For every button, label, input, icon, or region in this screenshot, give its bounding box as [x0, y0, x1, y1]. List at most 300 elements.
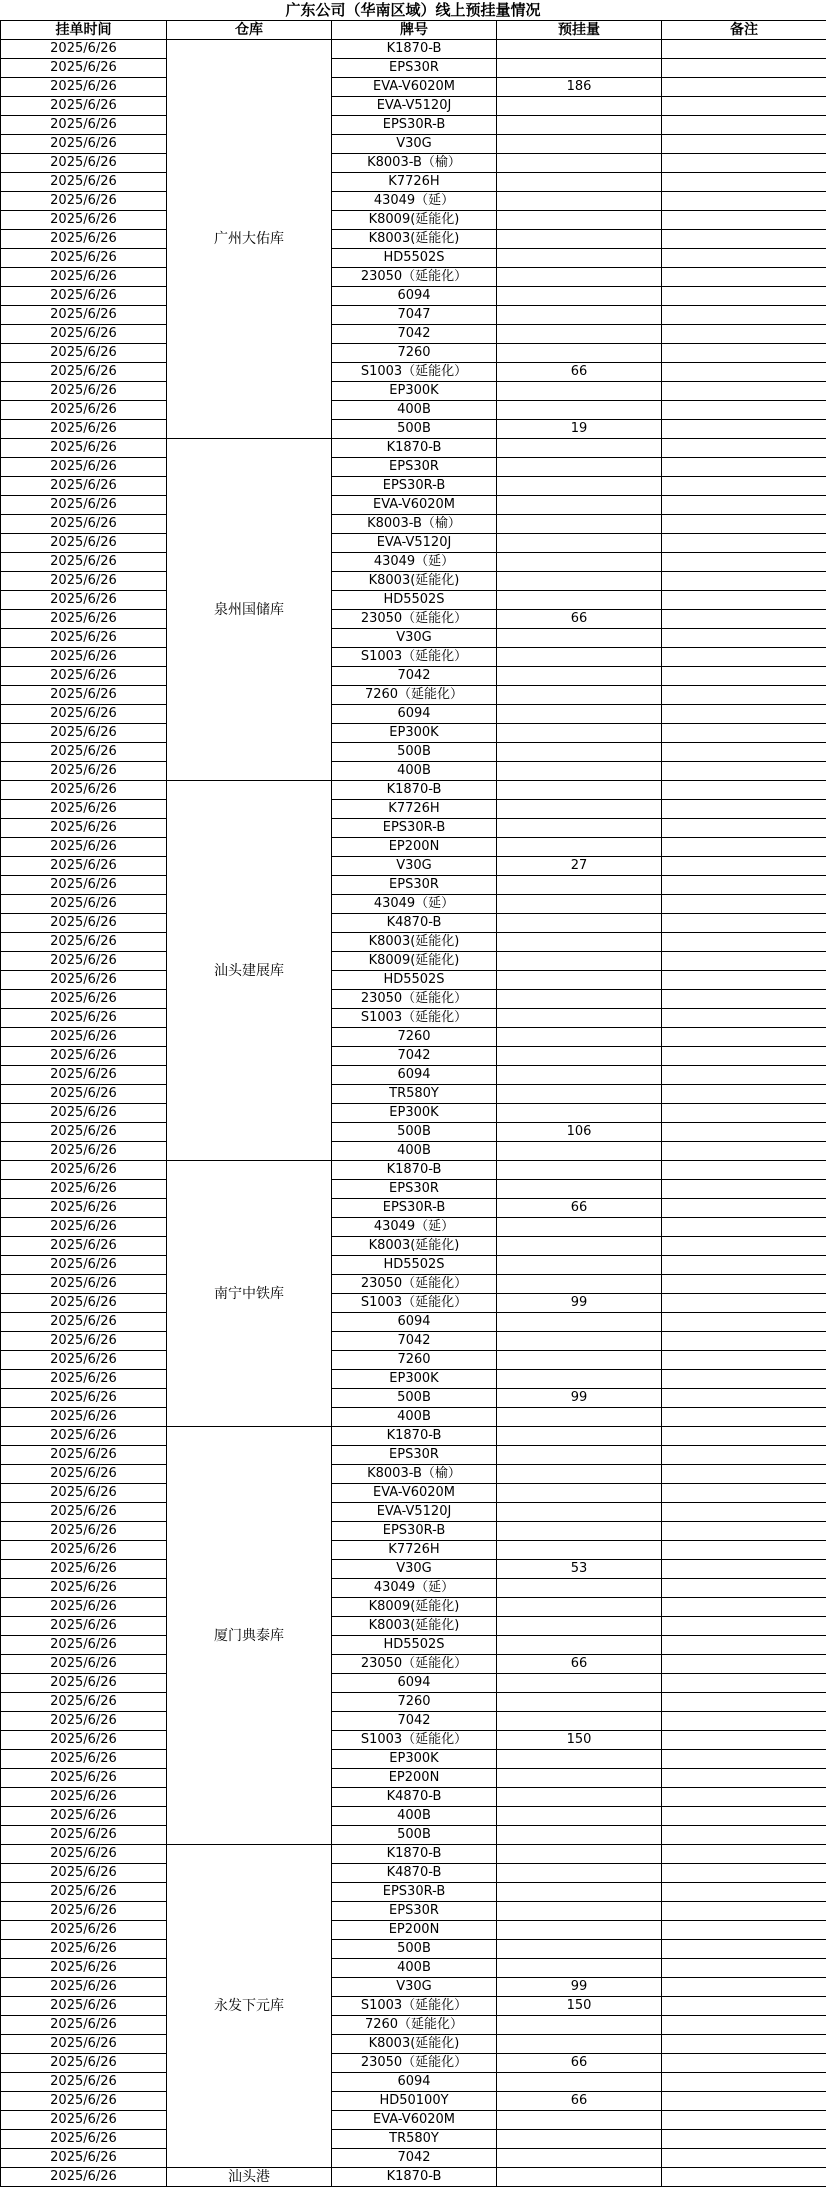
cell-note [662, 1446, 826, 1465]
cell-grade: 6094 [332, 2073, 497, 2092]
cell-time: 2025/6/26 [1, 1579, 167, 1598]
cell-note [662, 1104, 826, 1123]
cell-note [662, 1503, 826, 1522]
cell-qty [497, 724, 662, 743]
cell-qty: 66 [497, 610, 662, 629]
table-row [1, 1788, 826, 1807]
cell-note [662, 1237, 826, 1256]
cell-time: 2025/6/26 [1, 1066, 167, 1085]
cell-qty [497, 591, 662, 610]
cell-time: 2025/6/26 [1, 192, 167, 211]
table-row [1, 287, 826, 306]
cell-grade: 500B [332, 1123, 497, 1142]
cell-grade: EP200N [332, 1769, 497, 1788]
cell-qty [497, 1750, 662, 1769]
cell-qty [497, 705, 662, 724]
cell-note [662, 2130, 826, 2149]
table-row [1, 211, 826, 230]
table-row [1, 344, 826, 363]
cell-grade: 6094 [332, 1313, 497, 1332]
table-row [1, 1294, 826, 1313]
cell-time: 2025/6/26 [1, 952, 167, 971]
cell-time: 2025/6/26 [1, 724, 167, 743]
cell-note [662, 895, 826, 914]
table-row [1, 591, 826, 610]
cell-time: 2025/6/26 [1, 306, 167, 325]
cell-note [662, 1465, 826, 1484]
cell-note [662, 800, 826, 819]
cell-time: 2025/6/26 [1, 401, 167, 420]
cell-qty [497, 1788, 662, 1807]
cell-time: 2025/6/26 [1, 705, 167, 724]
cell-grade: 6094 [332, 1066, 497, 1085]
cell-qty [497, 1218, 662, 1237]
table-row [1, 990, 826, 1009]
cell-time: 2025/6/26 [1, 1465, 167, 1484]
table-row [1, 1655, 826, 1674]
cell-grade: EP300K [332, 382, 497, 401]
cell-qty [497, 629, 662, 648]
cell-time: 2025/6/26 [1, 2054, 167, 2073]
table-row [1, 1921, 826, 1940]
cell-grade: 43049（延） [332, 553, 497, 572]
table-row [1, 1731, 826, 1750]
table-row [1, 1066, 826, 1085]
cell-qty [497, 249, 662, 268]
cell-note [662, 1256, 826, 1275]
table-row [1, 268, 826, 287]
table-row [1, 1180, 826, 1199]
cell-qty: 186 [497, 78, 662, 97]
table-row [1, 363, 826, 382]
cell-note [662, 1883, 826, 1902]
cell-qty [497, 1104, 662, 1123]
table-row [1, 1864, 826, 1883]
cell-note [662, 572, 826, 591]
cell-qty [497, 401, 662, 420]
cell-note [662, 990, 826, 1009]
table-row [1, 610, 826, 629]
cell-note [662, 1275, 826, 1294]
cell-note [662, 515, 826, 534]
table-row [1, 2111, 826, 2130]
cell-grade: K1870-B [332, 1427, 497, 1446]
header-time: 挂单时间 [1, 21, 167, 40]
cell-time: 2025/6/26 [1, 1275, 167, 1294]
cell-warehouse: 厦门典泰库 [167, 1427, 332, 1845]
cell-qty [497, 2016, 662, 2035]
table-row [1, 1465, 826, 1484]
table-row [1, 1370, 826, 1389]
cell-grade: K8009(延能化) [332, 1598, 497, 1617]
cell-time: 2025/6/26 [1, 1123, 167, 1142]
table-row [1, 515, 826, 534]
cell-note [662, 1085, 826, 1104]
cell-grade: EPS30R-B [332, 819, 497, 838]
cell-time: 2025/6/26 [1, 1180, 167, 1199]
cell-note [662, 1009, 826, 1028]
cell-time: 2025/6/26 [1, 762, 167, 781]
header-grade: 牌号 [332, 21, 497, 40]
table-row [1, 382, 826, 401]
table-row [1, 838, 826, 857]
cell-grade: K1870-B [332, 439, 497, 458]
cell-grade: K8003-B（榆） [332, 1465, 497, 1484]
table-row [1, 1674, 826, 1693]
cell-note [662, 667, 826, 686]
table-row [1, 420, 826, 439]
cell-time: 2025/6/26 [1, 325, 167, 344]
table-row [1, 1446, 826, 1465]
cell-qty [497, 1769, 662, 1788]
table-row [1, 1826, 826, 1845]
cell-note [662, 458, 826, 477]
cell-time: 2025/6/26 [1, 1047, 167, 1066]
cell-note [662, 610, 826, 629]
cell-grade: 7260（延能化） [332, 686, 497, 705]
cell-qty [497, 135, 662, 154]
table-row [1, 1560, 826, 1579]
cell-note [662, 1674, 826, 1693]
cell-qty [497, 306, 662, 325]
cell-note [662, 363, 826, 382]
cell-note [662, 1902, 826, 1921]
table-row [1, 857, 826, 876]
table-row [1, 1503, 826, 1522]
cell-note [662, 496, 826, 515]
cell-note [662, 1522, 826, 1541]
cell-qty [497, 1180, 662, 1199]
cell-time: 2025/6/26 [1, 135, 167, 154]
cell-qty [497, 2130, 662, 2149]
cell-qty [497, 1940, 662, 1959]
cell-time: 2025/6/26 [1, 1237, 167, 1256]
cell-note [662, 1047, 826, 1066]
table-row [1, 1883, 826, 1902]
cell-time: 2025/6/26 [1, 1199, 167, 1218]
cell-grade: 7042 [332, 1047, 497, 1066]
table-row [1, 116, 826, 135]
cell-note [662, 325, 826, 344]
cell-time: 2025/6/26 [1, 1712, 167, 1731]
cell-time: 2025/6/26 [1, 78, 167, 97]
cell-qty [497, 534, 662, 553]
cell-qty [497, 990, 662, 1009]
cell-grade: 400B [332, 762, 497, 781]
cell-grade: 43049（延） [332, 1579, 497, 1598]
cell-qty [497, 1484, 662, 1503]
cell-note [662, 1769, 826, 1788]
cell-note [662, 1427, 826, 1446]
cell-qty [497, 439, 662, 458]
table-row [1, 1389, 826, 1408]
cell-note [662, 876, 826, 895]
cell-qty: 66 [497, 363, 662, 382]
cell-note [662, 648, 826, 667]
cell-time: 2025/6/26 [1, 1617, 167, 1636]
table-row [1, 1085, 826, 1104]
cell-time: 2025/6/26 [1, 1256, 167, 1275]
cell-time: 2025/6/26 [1, 648, 167, 667]
table-row [1, 1959, 826, 1978]
cell-time: 2025/6/26 [1, 1940, 167, 1959]
cell-note [662, 743, 826, 762]
cell-note [662, 2016, 826, 2035]
cell-qty [497, 1408, 662, 1427]
table-row [1, 762, 826, 781]
cell-qty [497, 1617, 662, 1636]
cell-warehouse: 永发下元库 [167, 1845, 332, 2168]
cell-qty [497, 572, 662, 591]
cell-warehouse: 泉州国储库 [167, 439, 332, 781]
cell-note [662, 1921, 826, 1940]
cell-time: 2025/6/26 [1, 1674, 167, 1693]
cell-qty: 99 [497, 1389, 662, 1408]
cell-grade: K7726H [332, 800, 497, 819]
cell-note [662, 2054, 826, 2073]
cell-grade: HD5502S [332, 591, 497, 610]
table-row [1, 97, 826, 116]
cell-time: 2025/6/26 [1, 2016, 167, 2035]
cell-note [662, 2168, 826, 2187]
cell-grade: K8003(延能化) [332, 572, 497, 591]
cell-grade: K1870-B [332, 2168, 497, 2187]
cell-warehouse: 南宁中铁库 [167, 1161, 332, 1427]
table-row [1, 952, 826, 971]
cell-grade: 7042 [332, 2149, 497, 2168]
cell-time: 2025/6/26 [1, 2149, 167, 2168]
cell-note [662, 1617, 826, 1636]
cell-qty [497, 1313, 662, 1332]
cell-grade: S1003（延能化） [332, 1294, 497, 1313]
cell-qty [497, 1427, 662, 1446]
cell-qty [497, 1275, 662, 1294]
cell-qty [497, 230, 662, 249]
cell-time: 2025/6/26 [1, 1959, 167, 1978]
cell-note [662, 78, 826, 97]
cell-grade: EPS30R-B [332, 477, 497, 496]
cell-time: 2025/6/26 [1, 857, 167, 876]
cell-grade: 500B [332, 1826, 497, 1845]
cell-note [662, 724, 826, 743]
cell-time: 2025/6/26 [1, 686, 167, 705]
cell-grade: 7260 [332, 344, 497, 363]
cell-time: 2025/6/26 [1, 591, 167, 610]
cell-note [662, 382, 826, 401]
cell-qty: 99 [497, 1978, 662, 1997]
cell-time: 2025/6/26 [1, 1370, 167, 1389]
cell-note [662, 173, 826, 192]
cell-time: 2025/6/26 [1, 173, 167, 192]
cell-qty [497, 1712, 662, 1731]
table-row [1, 2149, 826, 2168]
table-row [1, 325, 826, 344]
cell-grade: 500B [332, 1940, 497, 1959]
table-row [1, 705, 826, 724]
table-row [1, 1237, 826, 1256]
cell-qty [497, 496, 662, 515]
cell-time: 2025/6/26 [1, 933, 167, 952]
cell-note [662, 306, 826, 325]
cell-time: 2025/6/26 [1, 1883, 167, 1902]
cell-grade: EVA-V6020M [332, 78, 497, 97]
cell-note [662, 1788, 826, 1807]
table-row [1, 230, 826, 249]
cell-note [662, 2092, 826, 2111]
cell-note [662, 1959, 826, 1978]
cell-note [662, 1997, 826, 2016]
table-row [1, 458, 826, 477]
cell-time: 2025/6/26 [1, 1332, 167, 1351]
cell-time: 2025/6/26 [1, 515, 167, 534]
cell-grade: EPS30R [332, 458, 497, 477]
cell-grade: K1870-B [332, 1161, 497, 1180]
table-row [1, 1123, 826, 1142]
cell-note [662, 1693, 826, 1712]
cell-grade: 43049（延） [332, 192, 497, 211]
table-row [1, 1047, 826, 1066]
cell-qty [497, 2073, 662, 2092]
cell-qty [497, 344, 662, 363]
cell-grade: 23050（延能化） [332, 1275, 497, 1294]
cell-grade: EVA-V6020M [332, 496, 497, 515]
cell-grade: EPS30R-B [332, 1883, 497, 1902]
cell-time: 2025/6/26 [1, 971, 167, 990]
cell-qty [497, 648, 662, 667]
table-row [1, 895, 826, 914]
cell-time: 2025/6/26 [1, 268, 167, 287]
cell-qty [497, 1009, 662, 1028]
cell-qty [497, 1522, 662, 1541]
cell-qty [497, 268, 662, 287]
cell-qty [497, 876, 662, 895]
cell-qty [497, 1693, 662, 1712]
cell-grade: HD5502S [332, 971, 497, 990]
table-row [1, 1142, 826, 1161]
cell-grade: 500B [332, 743, 497, 762]
cell-note [662, 97, 826, 116]
pre-listing-table [0, 20, 826, 2187]
cell-grade: K4870-B [332, 1788, 497, 1807]
cell-time: 2025/6/26 [1, 363, 167, 382]
cell-time: 2025/6/26 [1, 1028, 167, 1047]
cell-grade: EP200N [332, 838, 497, 857]
cell-grade: K1870-B [332, 781, 497, 800]
cell-note [662, 1560, 826, 1579]
cell-qty [497, 743, 662, 762]
table-row [1, 1199, 826, 1218]
cell-note [662, 1313, 826, 1332]
cell-note [662, 1332, 826, 1351]
table-row [1, 78, 826, 97]
cell-time: 2025/6/26 [1, 1009, 167, 1028]
cell-grade: 7042 [332, 667, 497, 686]
cell-qty [497, 1465, 662, 1484]
cell-grade: K8003(延能化) [332, 230, 497, 249]
table-row [1, 1807, 826, 1826]
page-title: 广东公司（华南区域）线上预挂量情况 [0, 0, 826, 20]
cell-note [662, 1180, 826, 1199]
cell-qty: 19 [497, 420, 662, 439]
cell-qty: 106 [497, 1123, 662, 1142]
cell-time: 2025/6/26 [1, 1902, 167, 1921]
table-row [1, 1845, 826, 1864]
cell-time: 2025/6/26 [1, 1142, 167, 1161]
cell-qty [497, 1579, 662, 1598]
cell-note [662, 2073, 826, 2092]
table-row [1, 876, 826, 895]
cell-time: 2025/6/26 [1, 990, 167, 1009]
cell-qty [497, 287, 662, 306]
cell-qty: 150 [497, 1997, 662, 2016]
cell-time: 2025/6/26 [1, 439, 167, 458]
cell-time: 2025/6/26 [1, 1978, 167, 1997]
cell-time: 2025/6/26 [1, 914, 167, 933]
cell-grade: HD5502S [332, 249, 497, 268]
cell-qty [497, 2035, 662, 2054]
cell-grade: 7042 [332, 1712, 497, 1731]
cell-time: 2025/6/26 [1, 154, 167, 173]
cell-time: 2025/6/26 [1, 2092, 167, 2111]
cell-qty [497, 667, 662, 686]
cell-note [662, 2035, 826, 2054]
cell-qty [497, 1921, 662, 1940]
cell-time: 2025/6/26 [1, 1598, 167, 1617]
cell-grade: EPS30R [332, 876, 497, 895]
cell-grade: V30G [332, 1560, 497, 1579]
cell-time: 2025/6/26 [1, 116, 167, 135]
cell-time: 2025/6/26 [1, 1731, 167, 1750]
cell-grade: 6094 [332, 287, 497, 306]
cell-grade: EP300K [332, 1104, 497, 1123]
cell-time: 2025/6/26 [1, 1085, 167, 1104]
header-row [1, 21, 826, 40]
cell-qty [497, 2149, 662, 2168]
cell-qty [497, 971, 662, 990]
cell-time: 2025/6/26 [1, 610, 167, 629]
cell-note [662, 116, 826, 135]
cell-note [662, 154, 826, 173]
cell-qty [497, 762, 662, 781]
cell-note [662, 781, 826, 800]
cell-qty [497, 382, 662, 401]
table-row [1, 1598, 826, 1617]
table-row [1, 2035, 826, 2054]
cell-note [662, 135, 826, 154]
cell-time: 2025/6/26 [1, 249, 167, 268]
table-row [1, 686, 826, 705]
cell-note [662, 1161, 826, 1180]
table-row [1, 2073, 826, 2092]
cell-grade: S1003（延能化） [332, 648, 497, 667]
cell-note [662, 1066, 826, 1085]
cell-grade: 23050（延能化） [332, 610, 497, 629]
cell-qty [497, 1142, 662, 1161]
cell-qty [497, 515, 662, 534]
cell-qty [497, 1161, 662, 1180]
cell-qty [497, 895, 662, 914]
cell-time: 2025/6/26 [1, 629, 167, 648]
cell-qty [497, 2168, 662, 2187]
table-body [1, 40, 826, 2187]
cell-grade: 400B [332, 1807, 497, 1826]
cell-time: 2025/6/26 [1, 2111, 167, 2130]
cell-qty [497, 1636, 662, 1655]
cell-qty [497, 1085, 662, 1104]
cell-qty [497, 59, 662, 78]
cell-time: 2025/6/26 [1, 1560, 167, 1579]
cell-note [662, 819, 826, 838]
